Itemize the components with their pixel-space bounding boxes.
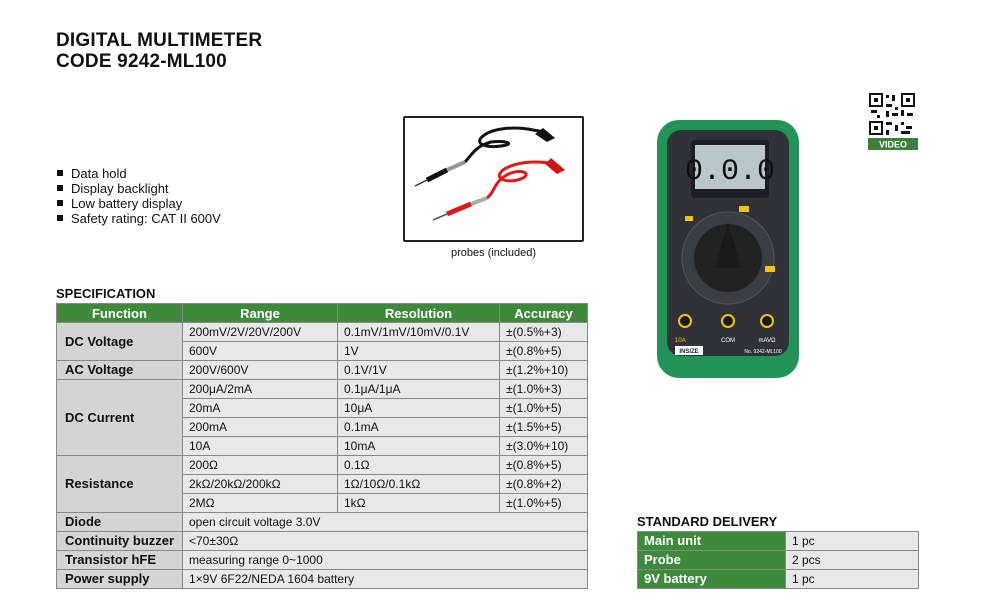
meter-display-reading: 0.0.0 (684, 155, 776, 189)
delivery-item: 9V battery (638, 570, 786, 589)
delivery-table (637, 531, 919, 589)
model-label: No. 9242-ML100 (744, 349, 782, 355)
table-header-row (57, 304, 588, 323)
table-row (57, 323, 588, 342)
feature-item: Low battery display (56, 196, 221, 211)
delivery-qty: 1 pc (786, 570, 919, 589)
accuracy-cell: ±(1.0%+5) (500, 494, 588, 513)
brand-logo: INSIZE (679, 349, 699, 355)
range-cell: 200V/600V (183, 361, 338, 380)
resolution-cell: 0.1μA/1μA (338, 380, 500, 399)
resolution-cell: 10μA (338, 399, 500, 418)
feature-item: Safety rating: CAT II 600V (56, 211, 221, 226)
product-title (56, 30, 262, 72)
test-probes-illustration (405, 118, 582, 240)
qr-code[interactable] (868, 92, 918, 150)
delivery-qty: 2 pcs (786, 551, 919, 570)
ma-jack-label: mAVΩ (758, 338, 776, 344)
table-row (638, 551, 919, 570)
function-cell: Continuity buzzer (57, 532, 183, 551)
feature-item: Data hold (56, 166, 221, 181)
header-resolution: Resolution (338, 304, 500, 323)
accuracy-cell: ±(0.8%+5) (500, 456, 588, 475)
accuracy-cell: ±(1.0%+5) (500, 399, 588, 418)
resolution-cell: 0.1Ω (338, 456, 500, 475)
specification-title: SPECIFICATION (56, 286, 156, 301)
com-jack-label: COM (721, 338, 735, 344)
feature-item: Display backlight (56, 181, 221, 196)
value-cell: measuring range 0~1000 (183, 551, 588, 570)
probe-caption: probes (included) (451, 247, 536, 259)
accuracy-cell: ±(1.2%+10) (500, 361, 588, 380)
delivery-item: Main unit (638, 532, 786, 551)
resolution-cell: 1V (338, 342, 500, 361)
feature-list (56, 166, 221, 226)
value-cell: <70±30Ω (183, 532, 588, 551)
function-cell: Diode (57, 513, 183, 532)
value-cell: 1×9V 6F22/NEDA 1604 battery (183, 570, 588, 589)
resolution-cell: 0.1mA (338, 418, 500, 437)
header-range: Range (183, 304, 338, 323)
resolution-cell: 0.1V/1V (338, 361, 500, 380)
table-row (57, 532, 588, 551)
header-accuracy: Accuracy (500, 304, 588, 323)
accuracy-cell: ±(3.0%+10) (500, 437, 588, 456)
range-cell: 600V (183, 342, 338, 361)
table-row (57, 570, 588, 589)
range-cell: 20mA (183, 399, 338, 418)
accuracy-cell: ±(0.8%+5) (500, 342, 588, 361)
header-function: Function (57, 304, 183, 323)
multimeter-image (655, 118, 801, 380)
table-row (57, 361, 588, 380)
accuracy-cell: ±(1.5%+5) (500, 418, 588, 437)
table-row (57, 551, 588, 570)
range-cell: 200mA (183, 418, 338, 437)
function-cell: AC Voltage (57, 361, 183, 380)
resolution-cell: 10mA (338, 437, 500, 456)
qr-video-label: VIDEO (878, 139, 908, 150)
specification-table (56, 303, 588, 589)
resolution-cell: 0.1mV/1mV/10mV/0.1V (338, 323, 500, 342)
table-row (57, 456, 588, 475)
accuracy-cell: ±(1.0%+3) (500, 380, 588, 399)
delivery-item: Probe (638, 551, 786, 570)
range-cell: 10A (183, 437, 338, 456)
probe-image (403, 116, 584, 242)
accuracy-cell: ±(0.8%+2) (500, 475, 588, 494)
delivery-title: STANDARD DELIVERY (637, 514, 778, 529)
function-cell: DC Voltage (57, 323, 183, 361)
table-row (57, 513, 588, 532)
accuracy-cell: ±(0.5%+3) (500, 323, 588, 342)
value-cell: open circuit voltage 3.0V (183, 513, 588, 532)
multimeter-illustration (655, 118, 801, 380)
function-cell: Transistor hFE (57, 551, 183, 570)
function-cell: DC Current (57, 380, 183, 456)
range-cell: 200Ω (183, 456, 338, 475)
title-line-1: DIGITAL MULTIMETER (56, 30, 263, 51)
range-cell: 200μA/2mA (183, 380, 338, 399)
resolution-cell: 1Ω/10Ω/0.1kΩ (338, 475, 500, 494)
function-cell: Power supply (57, 570, 183, 589)
ten-amp-jack-label: 10A (675, 338, 686, 344)
table-row (638, 570, 919, 589)
range-cell: 2MΩ (183, 494, 338, 513)
qr-code-icon (868, 92, 918, 150)
title-line-2: CODE 9242-ML100 (56, 51, 227, 72)
range-cell: 2kΩ/20kΩ/200kΩ (183, 475, 338, 494)
range-cell: 200mV/2V/20V/200V (183, 323, 338, 342)
table-row (57, 380, 588, 399)
resolution-cell: 1kΩ (338, 494, 500, 513)
delivery-qty: 1 pc (786, 532, 919, 551)
table-row (638, 532, 919, 551)
function-cell: Resistance (57, 456, 183, 513)
